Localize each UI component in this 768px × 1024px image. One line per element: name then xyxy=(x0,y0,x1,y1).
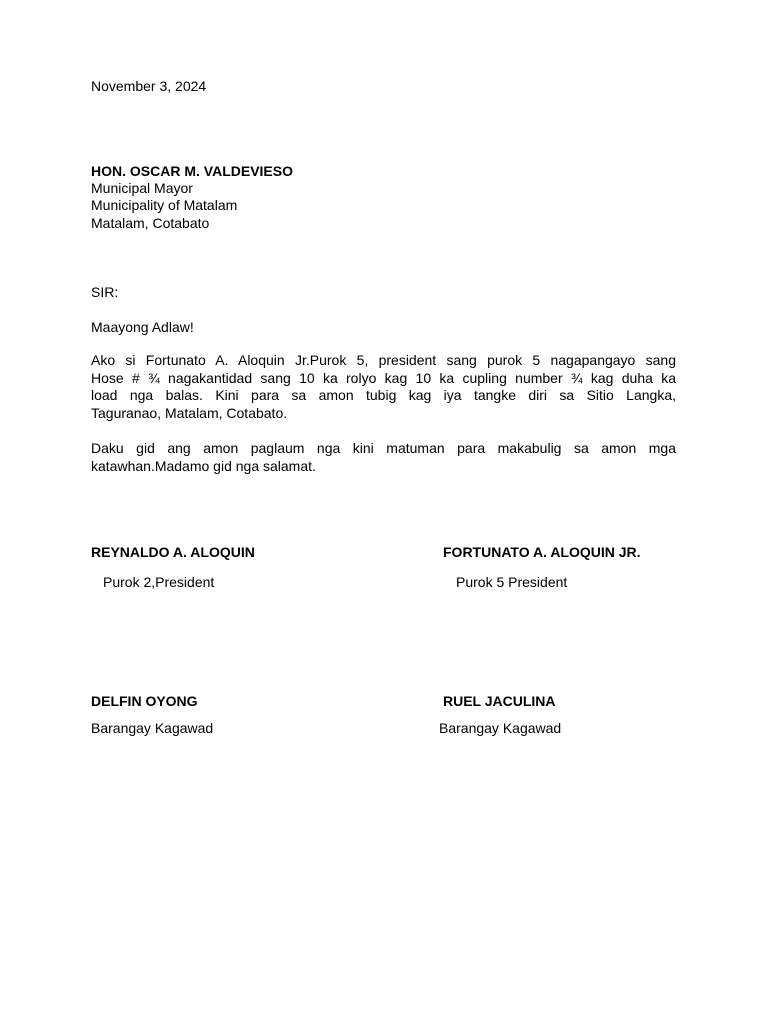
signatory-position: Purok 2,President xyxy=(103,574,215,590)
body-paragraph-2 xyxy=(91,440,676,475)
signatory-name: RUEL JACULINA xyxy=(443,693,556,709)
body-paragraph-1 xyxy=(91,352,676,422)
recipient-name: HON. OSCAR M. VALDEVIESO xyxy=(91,163,293,179)
signatory-name: FORTUNATO A. ALOQUIN JR. xyxy=(443,544,641,560)
signatory-name: DELFIN OYONG xyxy=(91,693,198,709)
body-paragraph-2-line: Daku gid ang amon paglaum nga kini matuman para makabulig sa amon mga xyxy=(91,440,676,456)
body-paragraph-1-line: load nga balas. Kini para sa amon tubig kag iya tangke diri sa Sitio Langka, xyxy=(91,387,676,403)
body-paragraph-1-line: Ako si Fortunato A. Aloquin Jr.Purok 5, president sang purok 5 nagapangayo sang xyxy=(91,352,676,368)
recipient-office: Municipality of Matalam xyxy=(91,197,238,213)
signatory-position: Barangay Kagawad xyxy=(439,720,562,736)
signatory-position: Barangay Kagawad xyxy=(91,720,214,736)
letter-date: November 3, 2024 xyxy=(91,78,207,94)
greeting: Maayong Adlaw! xyxy=(91,319,194,335)
body-paragraph-2-line: katawhan.Madamo gid nga salamat. xyxy=(91,457,316,474)
body-paragraph-1-line: Taguranao, Matalam, Cotabato. xyxy=(91,404,288,421)
body-paragraph-1-line: Hose # ¾ nagakantidad sang 10 ka rolyo kag 10 ka cupling number ¾ kag duha ka xyxy=(91,369,676,386)
recipient-title: Municipal Mayor xyxy=(91,180,193,196)
salutation: SIR: xyxy=(91,284,119,300)
recipient-address: Matalam, Cotabato xyxy=(91,215,210,231)
signatory-name: REYNALDO A. ALOQUIN xyxy=(91,544,255,560)
signatory-position: Purok 5 President xyxy=(456,574,568,590)
